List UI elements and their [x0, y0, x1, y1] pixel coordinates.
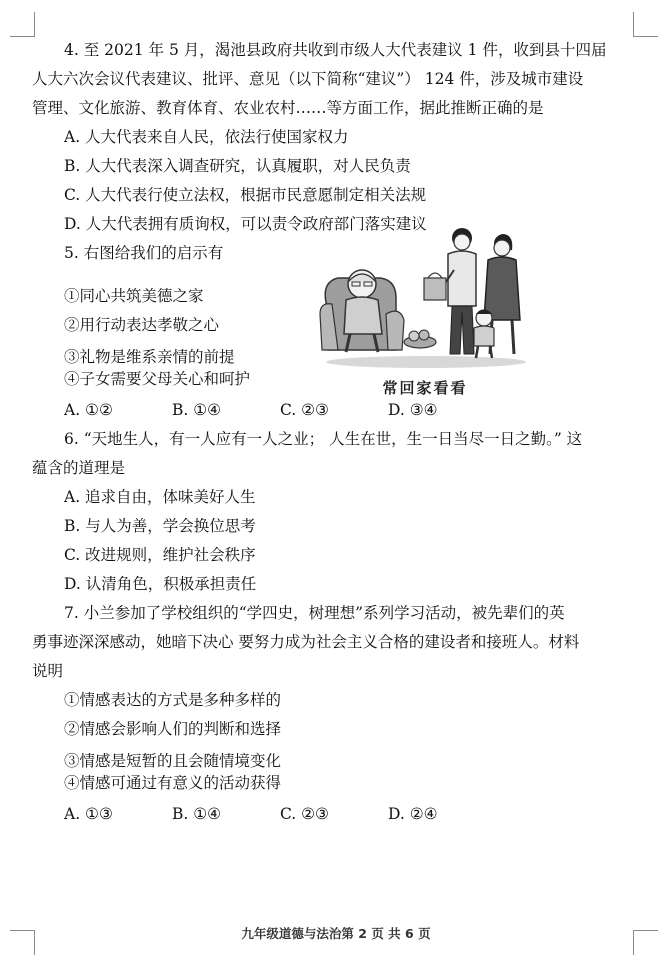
q7-options	[32, 800, 632, 829]
q7-stem-line1: 7. 小兰参加了学校组织的“学四史，树理想”系列学习活动，被先辈们的英	[64, 604, 565, 622]
q5-option-b: B. ①④	[172, 401, 222, 419]
q7-statement-3: ③情感是短暂的且会随情境变化	[64, 752, 282, 770]
q5-option-c: C. ②③	[280, 401, 329, 419]
q4-option-c: C. 人大代表行使立法权，根据市民意愿制定相关法规	[64, 186, 427, 204]
q4-option-b: B. 人大代表深入调查研究，认真履职，对人民负责	[64, 157, 411, 175]
q7-option-a: A. ①③	[64, 805, 113, 823]
question-6	[32, 425, 632, 599]
q4-option-a: A. 人大代表来自人民，依法行使国家权力	[64, 128, 349, 146]
q5-statement-3: ③礼物是维系亲情的前提	[64, 348, 235, 366]
q5-stem: 5. 右图给我们的启示有	[64, 244, 224, 262]
q4-stem-line1: 4. 至 2021 年 5 月，渴池县政府共收到市级人大代表建议 1 件，收到县十四届	[64, 41, 607, 59]
q5-option-a: A. ①②	[64, 401, 113, 419]
q5-options	[32, 396, 632, 425]
q7-stem-line3: 说明	[32, 662, 64, 680]
q7-statement-1: ①情感表达的方式是多种多样的	[64, 691, 282, 709]
page-footer: 九年级道德与法治第 2 页 共 6 页	[241, 926, 431, 941]
q7-option-b: B. ①④	[172, 805, 222, 823]
q5-statement-4: ④子女需要父母关心和呵护	[64, 370, 251, 388]
q6-option-d: D. 认清角色，积极承担责任	[64, 575, 257, 593]
q6-option-a: A. 追求自由，体味美好人生	[64, 488, 256, 506]
q5-statement-2: ②用行动表达孝敬之心	[64, 316, 220, 334]
q6-option-c: C. 改进规则，维护社会秩序	[64, 546, 256, 564]
family-visit-illustration	[316, 222, 534, 372]
q6-stem-line1: 6. “天地生人，有一人应有一人之业； 人生在世，生一日当尽一日之勤。” 这	[64, 430, 583, 448]
crop-mark-top-left	[10, 12, 35, 37]
q5-option-d: D. ③④	[388, 401, 438, 419]
q7-statement-4: ④情感可通过有意义的活动获得	[64, 774, 282, 792]
q4-stem-line2: 人大六次会议代表建议、批评、意见（以下简称“建议”） 124 件，涉及城市建设	[32, 70, 584, 88]
q4-option-d: D. 人大代表拥有质询权，可以责令政府部门落实建议	[64, 215, 427, 233]
q7-option-c: C. ②③	[280, 805, 329, 823]
q6-option-b: B. 与人为善，学会换位思考	[64, 517, 256, 535]
question-4	[32, 36, 632, 239]
q4-stem-line3: 管理、文化旅游、教育体育、农业农村……等方面工作，据此推断正确的是	[32, 99, 544, 117]
q5-statement-1: ①同心共筑美德之家	[64, 287, 204, 305]
q7-option-d: D. ②④	[388, 805, 438, 823]
q6-stem-line2: 蕴含的道理是	[32, 459, 126, 477]
q5-illustration	[316, 222, 534, 400]
crop-mark-top-right	[633, 12, 658, 37]
question-7	[32, 599, 632, 829]
q5-image-caption: 常回家看看	[382, 379, 468, 397]
q7-statement-2: ②情感会影响人们的判断和选择	[64, 720, 282, 738]
page-content	[32, 36, 632, 829]
q7-stem-line2: 勇事迹深深感动，她暗下决心 要努力成为社会主义合格的建设者和接班人。材料	[32, 633, 580, 651]
